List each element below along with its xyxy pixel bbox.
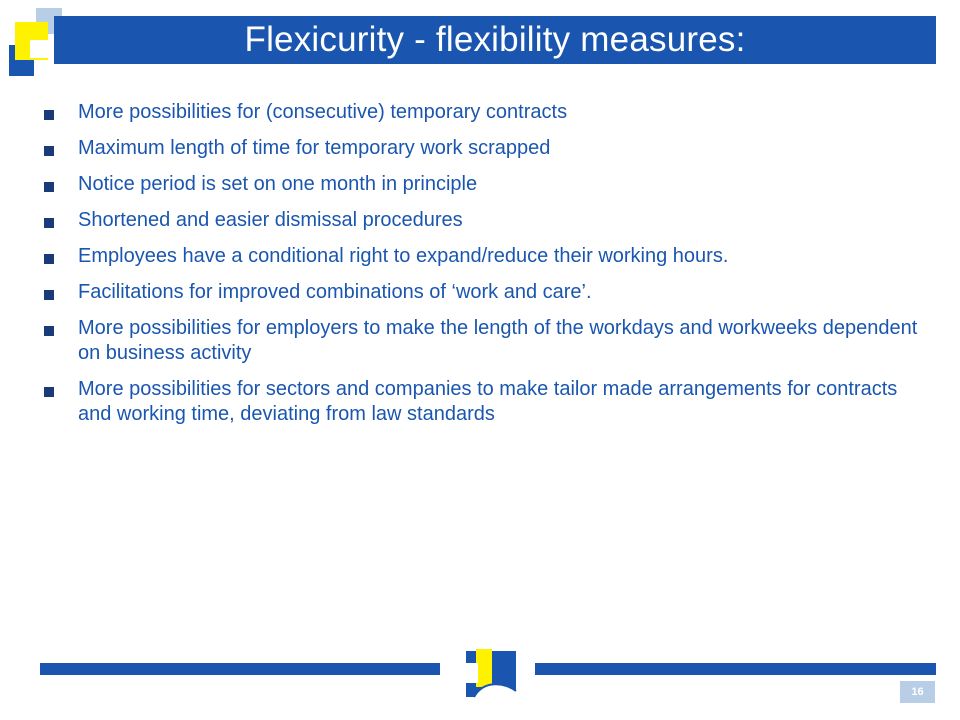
square-bullet-icon (44, 254, 54, 264)
bullet-text: More possibilities for (consecutive) temporary contracts (78, 101, 568, 123)
bullet-item (44, 316, 924, 366)
bullet-text: Maximum length of time for temporary work scrapped (78, 137, 551, 159)
footer-line-right (535, 663, 936, 675)
bullet-text: Notice period is set on one month in principle (78, 173, 478, 195)
square-bullet-icon (44, 326, 54, 336)
bullet-text: Facilitations for improved combinations of ‘work and care’. (78, 281, 592, 303)
bullet-item (44, 208, 924, 233)
bullet-list (44, 100, 924, 438)
square-bullet-icon (44, 110, 54, 120)
bullet-item (44, 244, 924, 269)
page-number: 16 (900, 681, 935, 703)
square-bullet-icon (44, 387, 54, 397)
footer-line-left (40, 663, 440, 675)
square-bullet-icon (44, 218, 54, 228)
square-bullet-icon (44, 182, 54, 192)
bullet-text: Employees have a conditional right to expand/reduce their working hours. (78, 245, 729, 267)
bullet-item (44, 172, 924, 197)
square-bullet-icon (44, 146, 54, 156)
logo-icon (460, 645, 522, 703)
bullet-text: Shortened and easier dismissal procedures (78, 209, 463, 231)
square-bullet-icon (44, 290, 54, 300)
bullet-item (44, 377, 924, 427)
bullet-item (44, 136, 924, 161)
title-bar (54, 16, 936, 64)
bullet-item (44, 100, 924, 125)
decor-square-white (30, 40, 50, 58)
slide-title: Flexicurity - flexibility measures: (244, 20, 746, 59)
bullet-item (44, 280, 924, 305)
bullet-text: More possibilities for sectors and companies to make tailor made arrangements for contracts and working time, deviating from law standards (78, 378, 898, 425)
bullet-text: More possibilities for employers to make the length of the workdays and workweeks dependent on business activity (78, 317, 918, 364)
